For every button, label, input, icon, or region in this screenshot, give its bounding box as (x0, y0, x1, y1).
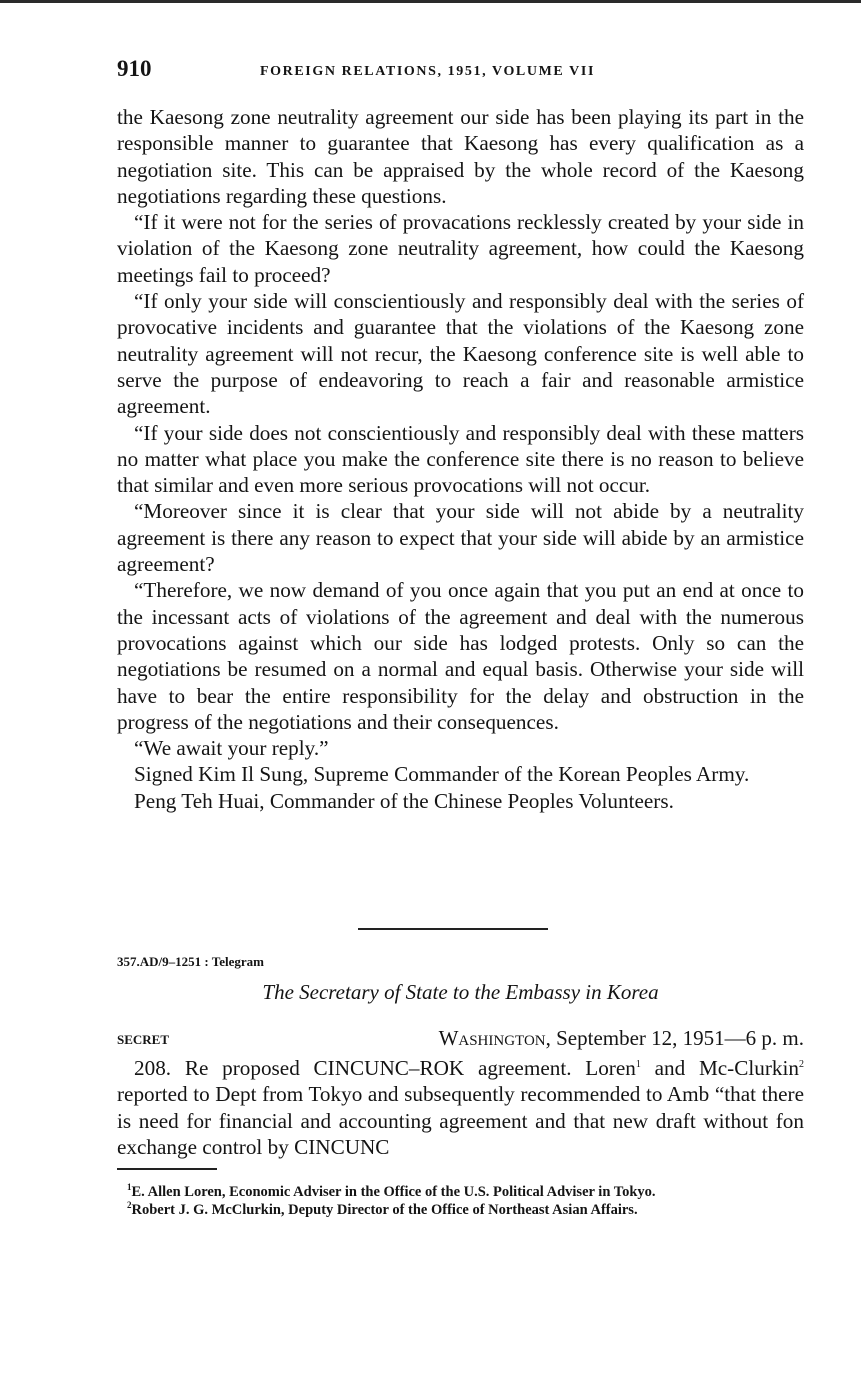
dateline (439, 1026, 804, 1051)
section-divider (358, 928, 548, 930)
telegram-text-part: and Mc-Clurkin (640, 1056, 799, 1080)
signature-paragraph: Signed Kim Il Sung, Supreme Commander of the Korean Peoples Army. (134, 762, 750, 787)
footnote (117, 1184, 798, 1202)
telegram-paragraph (117, 1055, 804, 1160)
page-number: 910 (117, 56, 152, 81)
paragraph: “We await your reply.” (134, 736, 329, 761)
paragraph: “Therefore, we now demand of you once again that you put an end at once to the incessant acts of violations of the agreement and deal with the numerous provocations against which our side has lodged protests. Only so can the negotiations be resumed on a normal and equal basis. Otherwise your side will have to bear the entire responsibility for the delay and obstruction in the progress of the negotiations and their consequences. (117, 578, 804, 734)
dateline-date: , September 12, 1951—6 p. m. (545, 1026, 804, 1050)
footnotes (117, 1184, 798, 1219)
signature-paragraph: Peng Teh Huai, Commander of the Chinese Peoples Volunteers. (134, 788, 674, 813)
paragraph: the Kaesong zone neutrality agreement our side has been playing its part in the responsible manner to guarantee that Kaesong has every qualification as a negotiation site. This can be appraised by the whole record of the Kaesong negotiations regarding these questions. (117, 105, 804, 208)
file-reference: 357.AD/9–1251 : Telegram (117, 954, 264, 969)
paragraph: “If your side does not conscientiously and responsibly deal with these matters no matter what place you make the conference site there is no reason to believe that similar and even more serious provocations will not occur. (117, 420, 804, 498)
running-head: FOREIGN RELATIONS, 1951, VOLUME VII (260, 64, 595, 79)
telegram-text (117, 1055, 804, 1160)
page-header (117, 56, 807, 86)
footnote-mark: 2 (127, 1199, 132, 1210)
paragraph: “Moreover since it is clear that your side will not abide by a neutrality agreement is there any reason to expect that your side will abide by an armistice agreement? (117, 499, 804, 577)
document-title: The Secretary of State to the Embassy in Korea (262, 980, 659, 1004)
classification-label: SECRET (117, 1032, 170, 1047)
paragraph: “If it were not for the series of provacations recklessly created by your side in violation of the Kaesong zone neutrality agreement, how could the Kaesong meetings fail to proceed? (117, 210, 804, 287)
footnote-text: Robert J. G. McClurkin, Deputy Director of the Office of Northeast Asian Affairs. (131, 1201, 638, 1218)
telegram-text-part: reported to Dept from Tokyo and subsequently recommended to Amb “that there is need for financial and accounting agreement and that new draft without fon exchange control by CINCUNC (117, 1082, 804, 1159)
body-text (117, 104, 804, 814)
paragraph: “If only your side will conscientiously and responsibly deal with the series of provocative incidents and guarantee that the violations of the Kaesong zone neutrality agreement will not recur, the Kaesong conference site is well able to serve the purpose of endeavoring to reach a fair and reasonable armistice agreement. (117, 289, 804, 419)
footnote-text: E. Allen Loren, Economic Adviser in the Office of the U.S. Political Adviser in Tokyo. (131, 1184, 656, 1200)
footnote-ref[interactable]: 2 (798, 1058, 804, 1070)
footnote (117, 1199, 798, 1220)
page-top-border (0, 0, 861, 3)
footnote-rule (117, 1168, 217, 1170)
dateline-place: Washington (438, 1026, 546, 1050)
footnote-ref[interactable]: 1 (635, 1058, 641, 1070)
footnote-mark: 1 (127, 1182, 132, 1193)
telegram-text-part: 208. Re proposed CINCUNC–ROK agreement. Loren (134, 1056, 636, 1080)
